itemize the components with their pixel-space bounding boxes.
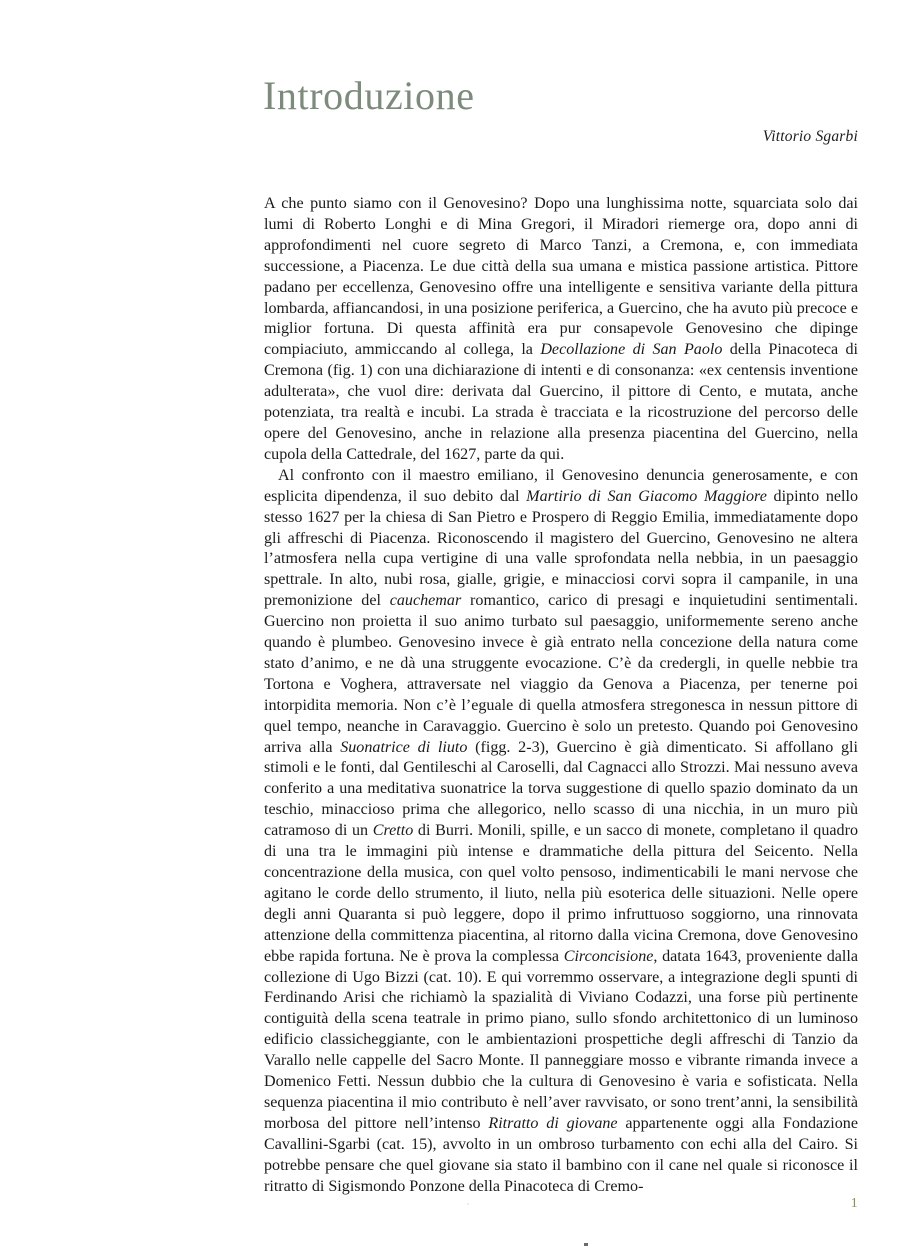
scan-artifact [584,1243,588,1246]
page-number: 1 [850,1196,858,1211]
page-title: Introduzione [263,72,475,118]
scan-artifact [467,1203,469,1205]
body-text-column [264,194,858,1198]
paragraph-1: A che punto siamo con il Genovesino? Dopo una lunghissima notte, squarciata solo dai lumi di Roberto Longhi e di Mina Gregori, il Miradori riemerge ora, dopo anni di approfondimenti nel cuore segreto di Marco Tanzi, a Cremona, e, con immediata successione, a Piacenza. Le due città della sua umana e mistica passione artistica. Pittore padano per eccellenza, Genovesino offre una intelligente e sensitiva variante della pittura lombarda, affiancandosi, in una posizione periferica, a Guercino, che ha avuto più precoce e miglior fortuna. Di questa affinità era pur consapevole Genovesino che dipinge compiaciuto, ammiccando al collega, la Decollazione di San Paolo della Pinacoteca di Cremona (fig. 1) con una dichiarazione di intenti e di consonanza: «ex centensis inventione adulterata», che vuol dire: derivata dal Guercino, il pittore di Cento, e mutata, anche potenziata, tra realtà e incubi. La strada è tracciata e la ricostruzione del percorso delle opere del Genovesino, anche in relazione alla presenza piacentina del Guercino, nella cupola della Cattedrale, del 1627, parte da qui. [264,195,858,463]
paragraph-2: Al confronto con il maestro emiliano, il Genovesino denuncia generosamente, e con esplicita dipendenza, il suo debito dal Martirio di San Giacomo Maggiore dipinto nello stesso 1627 per la chiesa di San Pietro e Prospero di Reggio Emilia, immediatamente dopo gli affreschi di Piacenza. Riconoscendo il magistero del Guercino, Genovesino ne altera l’atmosfera nella cupa vertigine di una valle sprofondata nella nebbia, in un paesaggio spettrale. In alto, nubi rosa, gialle, grigie, e minacciosi corvi sopra il campanile, in una premonizione del cauchemar romantico, carico di presagi e inquietudini sentimentali. Guercino non proietta il suo animo turbato sul paesaggio, uniformemente sereno anche quando è plumbeo. Genovesino invece è già entrato nella concezione della natura come stato d’animo, e ne dà una struggente evocazione. C’è da credergli, in quelle nebbie tra Tortona e Voghera, attraversate nel viaggio da Genova a Piacenza, per tenerne poi intorpidita memoria. Non c’è l’eguale di quella atmosfera stregonesca in nessun pittore di quel tempo, neanche in Caravaggio. Guercino è solo un pretesto. Quando poi Genovesino arriva alla Suonatrice di liuto (figg. 2-3), Guercino è già dimenticato. Si affollano gli stimoli e le fonti, dal Gentileschi al Caroselli, dal Cagnacci allo Strozzi. Mai nessuno aveva conferito a una meditativa suonatrice la torva suggestione di quello spazio dominato da un teschio, minaccioso prima che allegorico, nello scasso di una nicchia, in un muro più catramoso di un Cretto di Burri. Monili, spille, e un sacco di monete, completano il quadro di una tra le immagini più intense e drammatiche della pittura del Seicento. Nella concentrazione della musica, con quel volto pensoso, indimenticabili le mani nervose che agitano le corde dello strumento, il liuto, nella più esoterica delle situazioni. Nelle opere degli anni Quaranta si può leggere, dopo il primo infruttuoso soggiorno, una rinnovata attenzione della committenza piacentina, al ritorno dalla vicina Cremona, dove Genovesino ebbe rapida fortuna. Ne è prova la complessa Circoncisione, datata 1643, proveniente dalla collezione di Ugo Bizzi (cat. 10). E qui vorremmo osservare, a integrazione degli spunti di Ferdinando Arisi che richiamò la spazialità di Viviano Codazzi, una forse più pertinente contiguità della scena teatrale in primo piano, sullo sfondo architettonico di un luminoso edificio classicheggiante, con le ambientazioni prospettiche degli affreschi di Tanzio da Varallo nelle cappelle del Sacro Monte. Il panneggiare mosso e vibrante rimanda invece a Domenico Fetti. Nessun dubbio che la cultura di Genovesino è varia e sofisticata. Nella sequenza piacentina il mio contributo è nell’aver ravvisato, or sono trent’anni, la sensibilità morbosa del pittore nell’intenso Ritratto di giovane appartenente oggi alla Fondazione Cavallini-Sgarbi (cat. 15), avvolto in un ombroso turbamento con echi alla del Cairo. Si potrebbe pensare che quel giovane sia stato il bambino con il cane nel quale si riconosce il ritratto di Sigismondo Ponzone della Pinacoteca di Cremo- [264,466,858,1195]
author-byline: Vittorio Sgarbi [762,128,858,145]
